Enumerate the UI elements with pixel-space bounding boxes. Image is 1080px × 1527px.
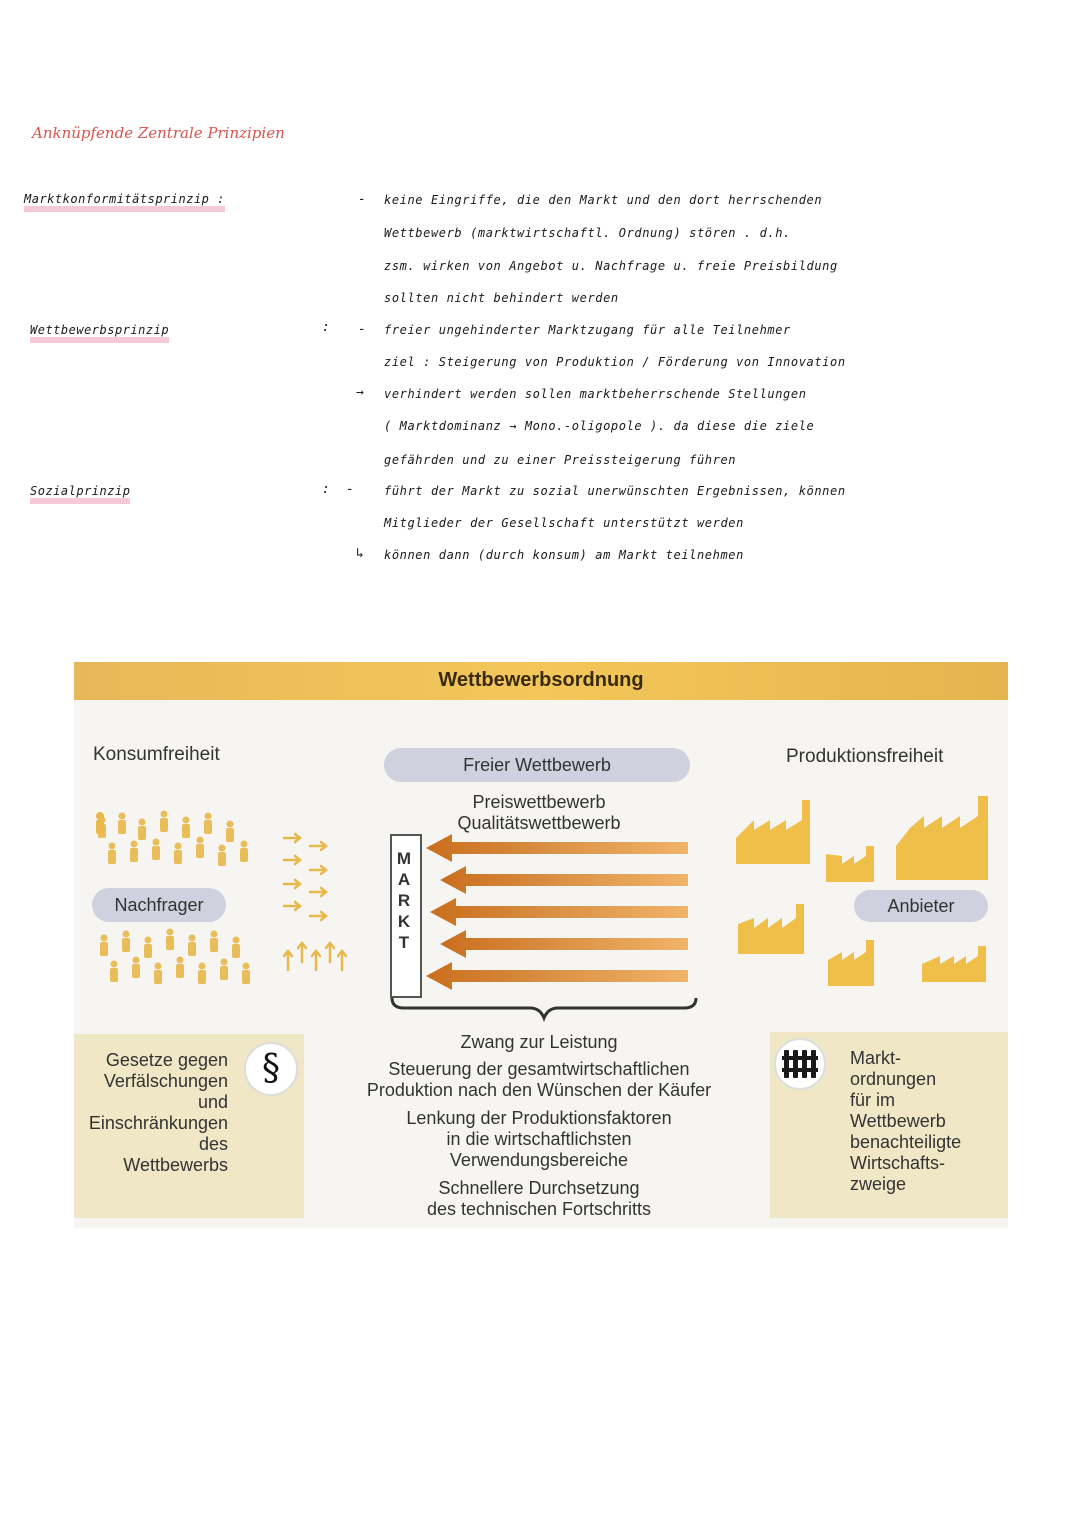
arrow-bullet: →	[356, 385, 364, 400]
colon-mark: :	[322, 482, 330, 497]
wettbewerbsordnung-diagram	[74, 662, 1008, 1228]
regulations-text: Wettbewerb	[850, 1111, 946, 1131]
anbieter-pill: Anbieter	[854, 890, 988, 922]
laws-text: Einschränkungen	[88, 1113, 228, 1133]
regulations-text: Markt-	[850, 1048, 901, 1068]
note-line: verhindert werden sollen marktbeherrschende Stellungen	[384, 387, 807, 401]
result-text: Lenkung der Produktionsfaktoren	[406, 1108, 672, 1128]
regulations-text: für im	[850, 1090, 895, 1110]
term-marktkonformitaet: Marktkonformitätsprinzip :	[24, 192, 225, 206]
konsumfreiheit-label: Konsumfreiheit	[93, 744, 220, 765]
laws-text: des	[198, 1134, 228, 1154]
produktionsfreiheit-label: Produktionsfreiheit	[786, 746, 944, 767]
result-text: Produktion nach den Wünschen der Käufer	[366, 1080, 712, 1100]
note-line: ( Marktdominanz → Mono.-oligopole ). da diese die ziele	[384, 419, 815, 433]
laws-text: und	[197, 1092, 228, 1112]
markt-letter: T	[398, 933, 410, 952]
demand-arrows-icon	[280, 830, 350, 980]
note-line: können dann (durch konsum) am Markt teilnehmen	[384, 548, 744, 562]
brace-icon	[390, 994, 700, 1024]
competition-type: Preiswettbewerb	[472, 792, 606, 812]
markt-letter: A	[397, 870, 411, 889]
paragraph-icon: §	[244, 1042, 298, 1096]
note-line: Wettbewerb (marktwirtschaftl. Ordnung) stören . d.h.	[384, 226, 791, 240]
laws-text: Verfälschungen	[103, 1071, 228, 1091]
result-text: in die wirtschaftlichsten	[446, 1129, 632, 1149]
regulations-text: Wirtschafts-	[850, 1153, 946, 1173]
arrow-bullet: ↳	[356, 546, 364, 561]
note-line: führt der Markt zu sozial unerwünschten Ergebnissen, können	[384, 484, 846, 498]
markt-letter: K	[397, 912, 411, 931]
note-line: keine Eingriffe, die den Markt und den dort herrschenden	[384, 193, 823, 207]
diagram-title: Wettbewerbsordnung	[438, 669, 644, 691]
note-line: freier ungehinderter Marktzugang für alle Teilnehmer	[384, 323, 791, 337]
result-text: Zwang zur Leistung	[460, 1032, 618, 1052]
result-text: Steuerung der gesamtwirtschaftlichen	[388, 1059, 690, 1079]
laws-text: Wettbewerbs	[123, 1155, 228, 1175]
bullet-dash: -	[358, 192, 366, 207]
colon-mark: :	[322, 320, 330, 335]
markt-letter: M	[396, 849, 412, 868]
note-line: zsm. wirken von Angebot u. Nachfrage u. freie Preisbildung	[384, 259, 838, 273]
regulations-text: benachteiligte	[850, 1132, 962, 1152]
fence-icon	[774, 1038, 826, 1090]
term-sozialprinzip: Sozialprinzip	[30, 484, 130, 498]
regulations-text: ordnungen	[850, 1069, 937, 1089]
notes-heading: Anknüpfende Zentrale Prinzipien	[32, 124, 285, 142]
result-text: des technischen Fortschritts	[426, 1199, 652, 1219]
bullet-dash: -	[358, 322, 366, 337]
freier-wettbewerb-pill: Freier Wettbewerb	[384, 748, 690, 782]
markt-letter: R	[397, 891, 411, 910]
nachfrager-pill: Nachfrager	[92, 888, 226, 922]
note-line: Mitglieder der Gesellschaft unterstützt werden	[384, 516, 744, 530]
note-line: sollten nicht behindert werden	[384, 291, 619, 305]
term-wettbewerbsprinzip: Wettbewerbsprinzip	[30, 323, 169, 337]
result-text: Verwendungsbereiche	[449, 1150, 629, 1170]
result-text: Schnellere Durchsetzung	[438, 1178, 640, 1198]
laws-text: Gesetze gegen	[105, 1050, 228, 1070]
note-line: ziel : Steigerung von Produktion / Förderung von Innovation	[384, 355, 846, 369]
bullet-dash: -	[346, 482, 354, 497]
competition-arrows-icon	[426, 832, 696, 1002]
regulations-text: zweige	[850, 1174, 907, 1194]
competition-type: Qualitätswettbewerb	[457, 813, 621, 833]
note-line: gefährden und zu einer Preissteigerung führen	[384, 453, 737, 467]
